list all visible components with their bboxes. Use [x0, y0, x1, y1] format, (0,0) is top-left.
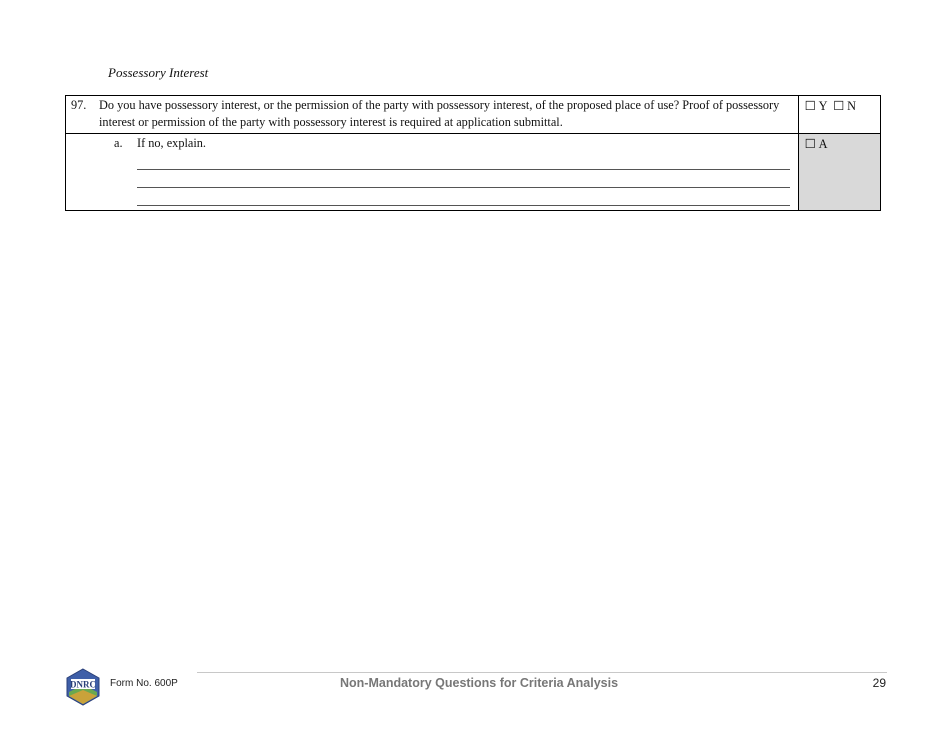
answer-cell — [798, 96, 880, 134]
sub-question-letter: a. — [114, 136, 123, 150]
footer-title: Non-Mandatory Questions for Criteria Analysis — [340, 676, 619, 690]
sub-answer-cell — [798, 134, 880, 211]
answer-line[interactable] — [137, 170, 790, 188]
question-cell — [66, 96, 799, 134]
question-table — [65, 95, 881, 211]
sub-question-cell — [66, 134, 799, 211]
a-checkbox[interactable]: ☐ — [804, 137, 816, 151]
yes-checkbox[interactable]: ☐ — [804, 99, 816, 113]
sub-question-row — [66, 134, 881, 211]
answer-line[interactable] — [137, 188, 790, 206]
footer-divider — [197, 672, 887, 673]
yes-label: Y — [818, 99, 828, 113]
sub-question-text: If no, explain. — [137, 136, 206, 150]
no-checkbox[interactable]: ☐ — [833, 99, 845, 113]
page-number: 29 — [872, 676, 886, 690]
question-row — [66, 96, 881, 134]
question-text: Do you have possessory interest, or the permission of the party with possessory interest, of the proposed place of use? Proof of possessory interest or permission of the party with possessory interest is required at application submittal. — [99, 98, 780, 129]
answer-line[interactable] — [137, 152, 790, 170]
question-number: 97. — [71, 98, 87, 112]
logo-lettering: DNRC — [70, 679, 96, 690]
form-number: Form No. 600P — [110, 678, 178, 689]
dnrc-logo-icon — [64, 668, 102, 706]
section-title: Possessory Interest — [108, 65, 209, 80]
no-label: N — [847, 99, 857, 113]
a-label: A — [818, 137, 828, 151]
